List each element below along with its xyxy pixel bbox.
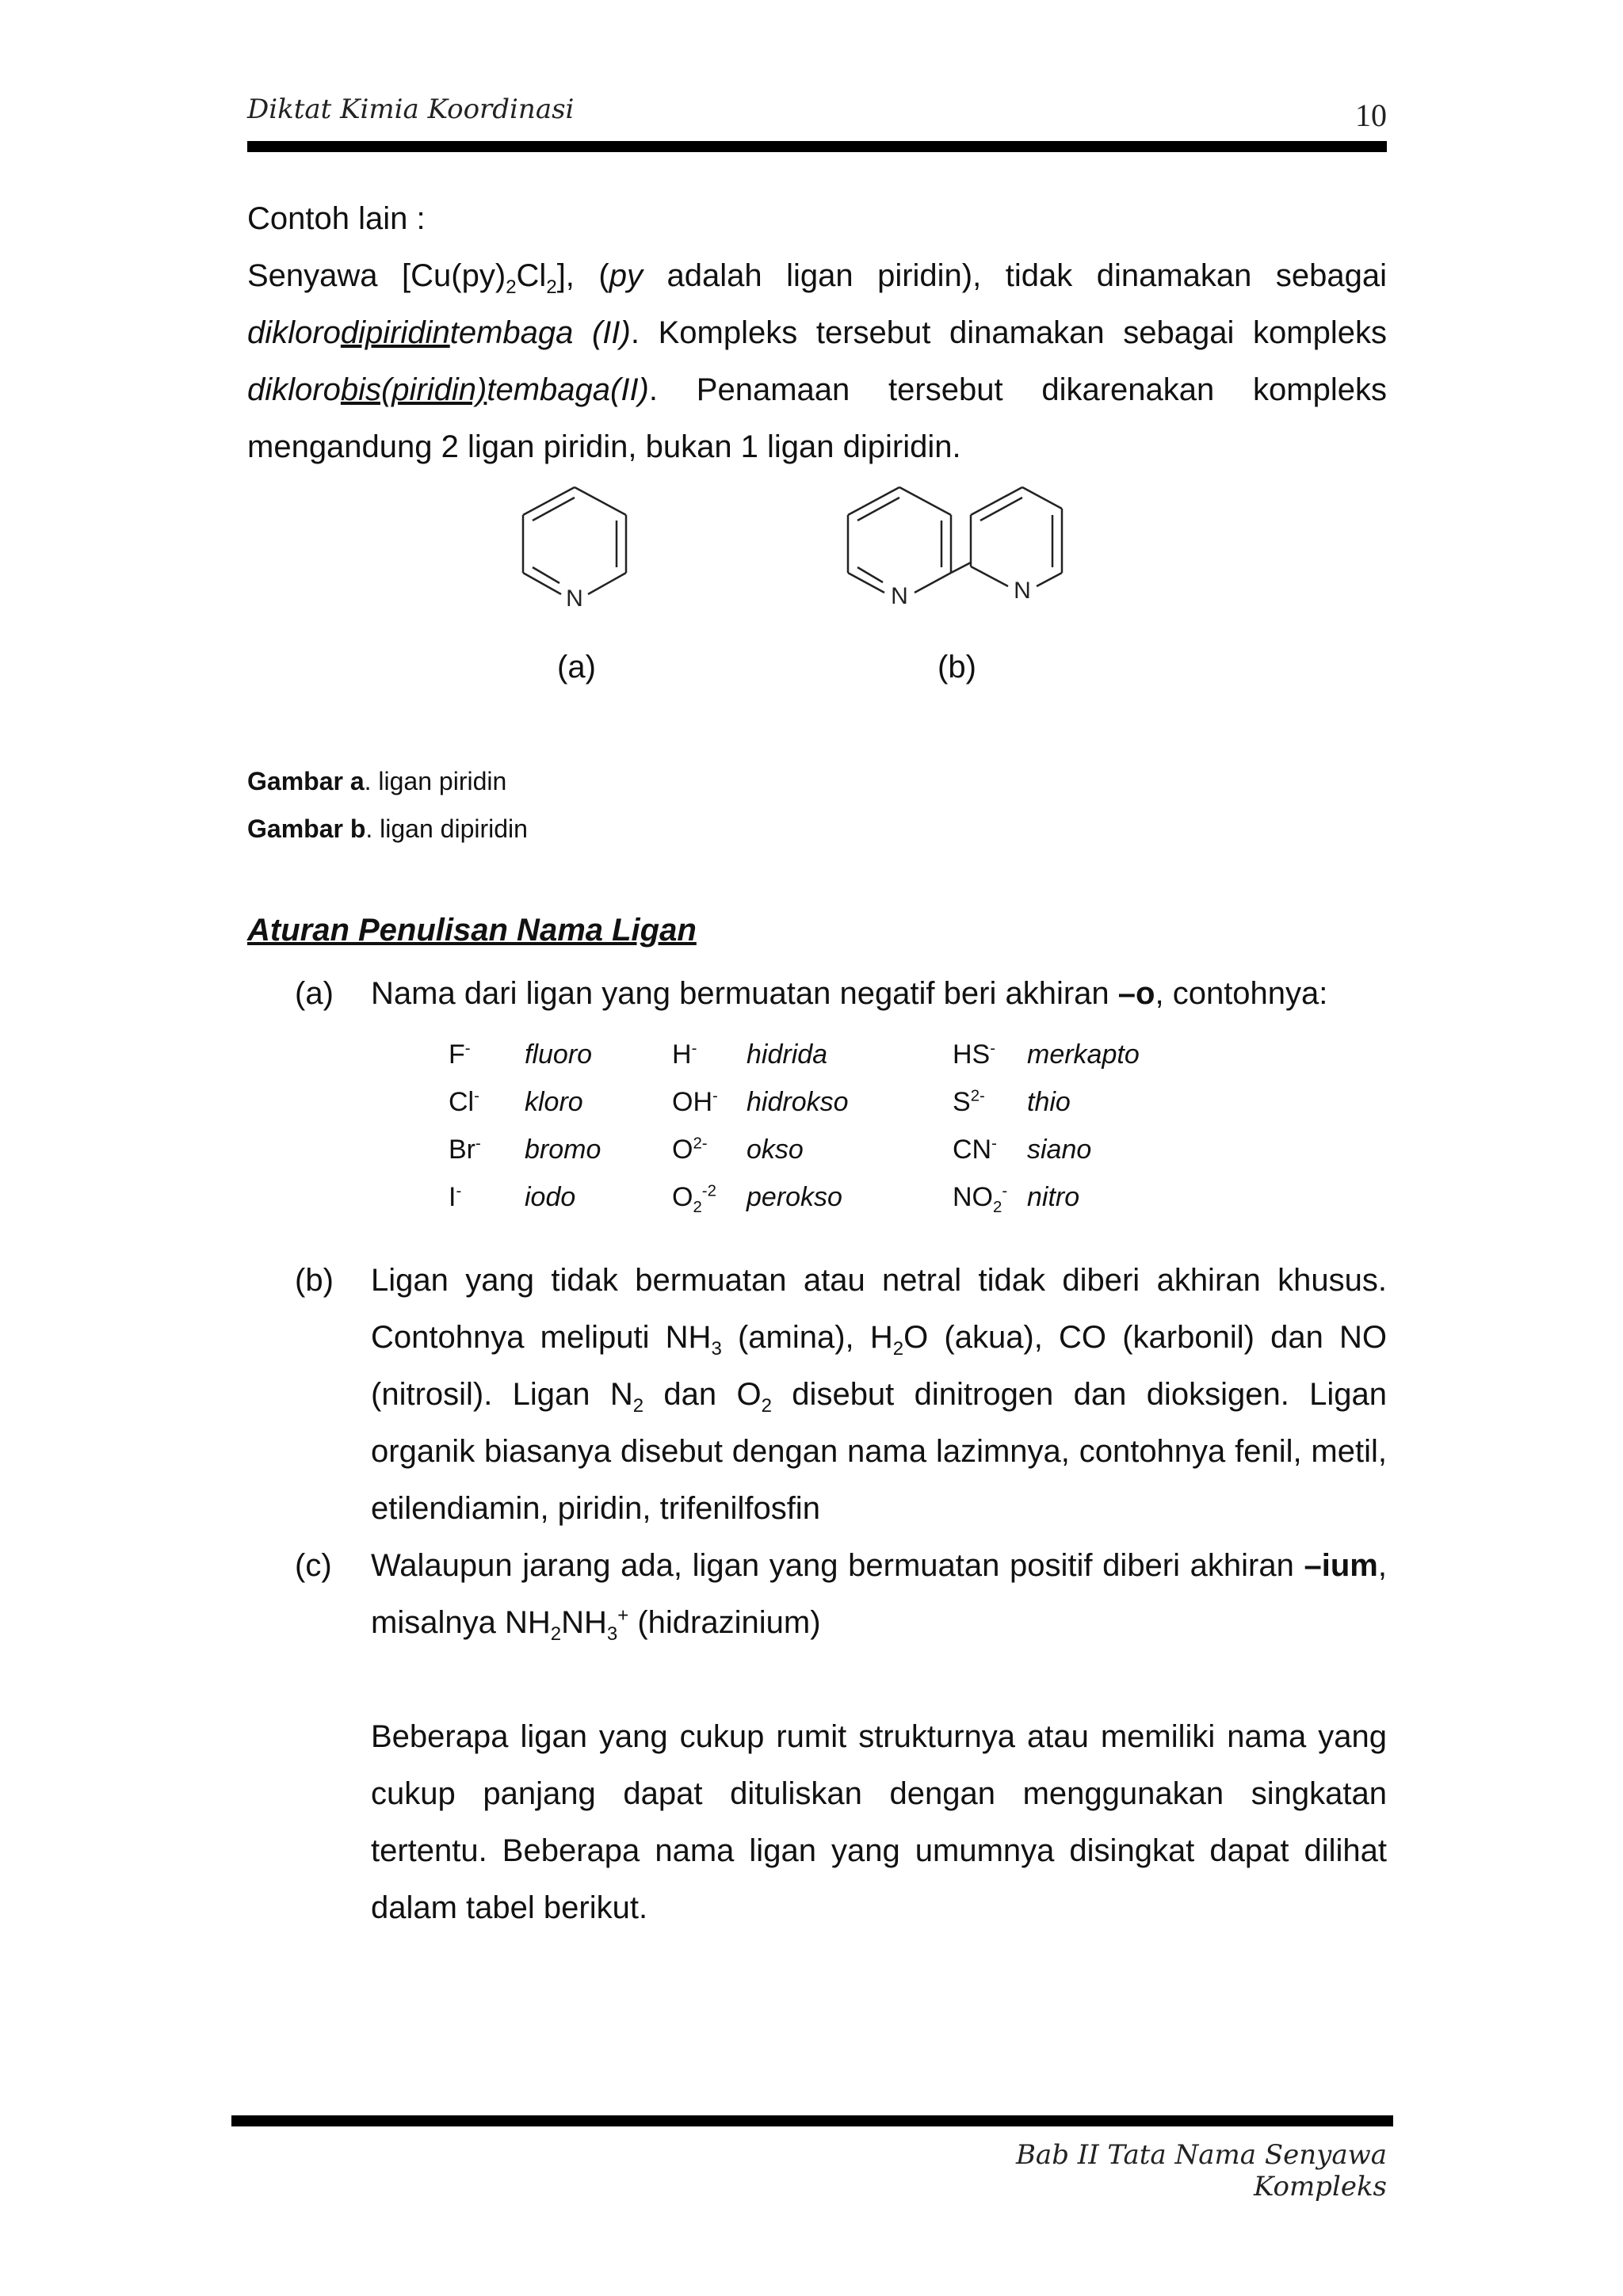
subscript: 3 — [606, 1623, 618, 1645]
formula-charge: - — [475, 1135, 481, 1153]
formula-charge: 2- — [693, 1135, 708, 1153]
ligand-name: hidrokso — [747, 1087, 849, 1117]
correct-name-underlined: bis(piridin) — [340, 372, 487, 407]
ligand-formula — [672, 1135, 708, 1165]
footer-title: Bab II Tata Nama Senyawa Kompleks — [1015, 2139, 1387, 2203]
bond — [915, 573, 951, 593]
nitrogen-atom-label: N — [891, 583, 908, 609]
caption-a — [247, 767, 506, 796]
list-item-c — [371, 1537, 1387, 1651]
bond — [588, 573, 626, 594]
formula-charge: - — [991, 1135, 997, 1153]
ligand-name: okso — [747, 1135, 804, 1165]
formula-base: OH — [672, 1087, 712, 1117]
formula-charge: - — [456, 1182, 462, 1200]
section-heading: Aturan Penulisan Nama Ligan — [247, 913, 697, 948]
bond — [971, 566, 1008, 586]
item-text: (amina), H — [721, 1320, 893, 1355]
list-marker-b: (b) — [295, 1263, 334, 1298]
ligand-formula — [953, 1039, 995, 1070]
item-text: dan O — [643, 1377, 762, 1412]
intro-text-italic: py — [609, 258, 643, 293]
formula-charge: - — [474, 1087, 479, 1105]
formula-base: O — [672, 1182, 693, 1212]
formula-charge: 2- — [970, 1087, 985, 1105]
ligand-formula — [953, 1135, 997, 1165]
ligand-name: merkapto — [1027, 1039, 1140, 1070]
item-text: , contohnya: — [1155, 976, 1328, 1011]
intro-text: ], ( — [556, 258, 609, 293]
item-text: Ligan yang tidak bermuatan atau netral tidak diberi akhiran khusus. Contohnya meliputi NH — [371, 1263, 1387, 1355]
item-text: , misalnya NH — [371, 1548, 1387, 1640]
ligand-name: kloro — [525, 1087, 583, 1117]
suffix-bold: –ium — [1304, 1548, 1378, 1583]
intro-paragraph — [247, 190, 1387, 475]
intro-text: Senyawa [Cu(py) — [247, 258, 506, 293]
caption-text: . ligan piridin — [364, 767, 507, 795]
subscript: 2 — [550, 1623, 562, 1645]
formula-charge: -2 — [701, 1182, 716, 1200]
ligand-formula — [672, 1087, 718, 1118]
ligand-formula — [449, 1182, 461, 1213]
formula-base: I — [449, 1182, 456, 1212]
bond — [523, 573, 561, 594]
item-text: disebut dinitrogen dan dioksigen. Ligan organik biasanya disebut dengan nama lazimnya, contohnya fenil, metil, etilendiamin, piridin, trifenilfosfin — [371, 1377, 1388, 1526]
ligand-name: nitro — [1027, 1182, 1080, 1212]
ligand-name: siano — [1027, 1135, 1092, 1165]
caption-text: . ligan dipiridin — [365, 814, 528, 843]
wrong-name-part: tembaga (II) — [449, 315, 631, 350]
intro-body — [247, 247, 1387, 475]
nitrogen-atom-label: N — [1014, 578, 1031, 604]
item-text: Walaupun jarang ada, ligan yang bermuatan positif diberi akhiran — [371, 1548, 1304, 1583]
correct-name-part: tembaga(II) — [487, 372, 649, 407]
bond — [1022, 487, 1062, 509]
ligand-name: hidrida — [747, 1039, 828, 1070]
ligand-formula — [449, 1087, 479, 1118]
item-text: (hidrazinium) — [628, 1605, 821, 1640]
intro-text: adalah ligan piridin), tidak dinamakan sebagai — [642, 258, 1387, 293]
superscript: + — [617, 1604, 629, 1627]
subscript: 2 — [546, 277, 557, 298]
header-title: Diktat Kimia Koordinasi — [247, 93, 575, 125]
bipyridine-structure — [832, 467, 1078, 618]
ligand-formula — [449, 1039, 471, 1070]
header-rule — [247, 141, 1387, 152]
ligand-name: perokso — [747, 1182, 842, 1212]
intro-text: Cl — [516, 258, 547, 293]
correct-name-part: dikloro — [247, 372, 341, 407]
ligand-name: fluoro — [525, 1039, 593, 1070]
caption-b — [247, 814, 528, 844]
formula-base: NO — [953, 1182, 993, 1212]
formula-base: Br — [449, 1135, 475, 1165]
formula-base: HS — [953, 1039, 991, 1070]
caption-label: Gambar b — [247, 814, 366, 843]
structure-label-b: (b) — [938, 650, 976, 685]
formula-base: F — [449, 1039, 465, 1070]
item-text: Nama dari ligan yang bermuatan negatif beri akhiran — [371, 976, 1118, 1011]
formula-charge: - — [1002, 1182, 1008, 1200]
subscript: 2 — [761, 1395, 772, 1417]
footer-rule — [231, 2115, 1393, 2126]
list-item-b — [371, 1252, 1387, 1537]
closing-paragraph: Beberapa ligan yang cukup rumit strukturnya atau memiliki nama yang cukup panjang dapat dituliskan dengan menggunakan singkatan tertentu. Beberapa nama ligan yang umumnya disingkat dapat dilihat dalam tabel berikut. — [371, 1719, 1387, 1925]
intro-text: . Penamaan tersebut dikarenakan kompleks mengandung 2 ligan piridin, bukan 1 ligan dipiridin. — [247, 372, 1387, 464]
formula-charge: - — [691, 1039, 697, 1058]
subscript: 2 — [632, 1395, 644, 1417]
formula-base: Cl — [449, 1087, 475, 1117]
intro-lead: Contoh lain : — [247, 201, 426, 236]
ligand-name: bromo — [525, 1135, 601, 1165]
ligand-formula — [953, 1182, 1008, 1216]
bond — [575, 487, 626, 515]
double-bond — [980, 498, 1022, 521]
subscript: 2 — [892, 1338, 904, 1360]
item-text: NH — [561, 1605, 607, 1640]
suffix-bold: –o — [1117, 976, 1155, 1011]
formula-subscript: 2 — [993, 1198, 1002, 1216]
list-marker-a: (a) — [295, 976, 334, 1011]
pyridine-structure — [507, 479, 642, 622]
formula-subscript: 2 — [693, 1198, 702, 1216]
formula-base: CN — [953, 1135, 992, 1165]
formula-charge: - — [712, 1087, 718, 1105]
ligand-formula — [953, 1087, 985, 1118]
caption-label: Gambar a — [247, 767, 365, 795]
structure-label-a: (a) — [557, 650, 596, 685]
item-text: O (akua), CO (karbonil) dan NO (nitrosil). Ligan N — [371, 1320, 1388, 1412]
formula-base: H — [672, 1039, 692, 1070]
ligand-name: iodo — [525, 1182, 576, 1212]
nitrogen-atom-label: N — [566, 585, 583, 612]
ligand-name: thio — [1027, 1087, 1071, 1117]
subscript: 3 — [711, 1338, 722, 1360]
ligand-formula — [672, 1182, 716, 1216]
formula-charge: - — [464, 1039, 471, 1058]
intro-text: . Kompleks tersebut dinamakan sebagai kompleks — [630, 315, 1387, 350]
formula-charge: - — [990, 1039, 996, 1058]
double-bond — [857, 498, 899, 521]
formula-base: O — [672, 1135, 693, 1165]
wrong-name-underlined: dipiridin — [340, 315, 450, 350]
formula-base: S — [953, 1087, 971, 1117]
page-number: 10 — [1355, 97, 1387, 133]
bond — [1037, 573, 1062, 586]
ring-link-bond — [951, 563, 971, 573]
wrong-name-part: dikloro — [247, 315, 341, 350]
list-item-a — [371, 965, 1387, 1022]
double-bond — [533, 498, 575, 521]
bond — [848, 573, 884, 593]
list-marker-c: (c) — [295, 1548, 332, 1583]
subscript: 2 — [506, 277, 517, 298]
ligand-formula — [672, 1039, 697, 1070]
ligand-formula — [449, 1135, 481, 1165]
bond — [899, 487, 951, 515]
